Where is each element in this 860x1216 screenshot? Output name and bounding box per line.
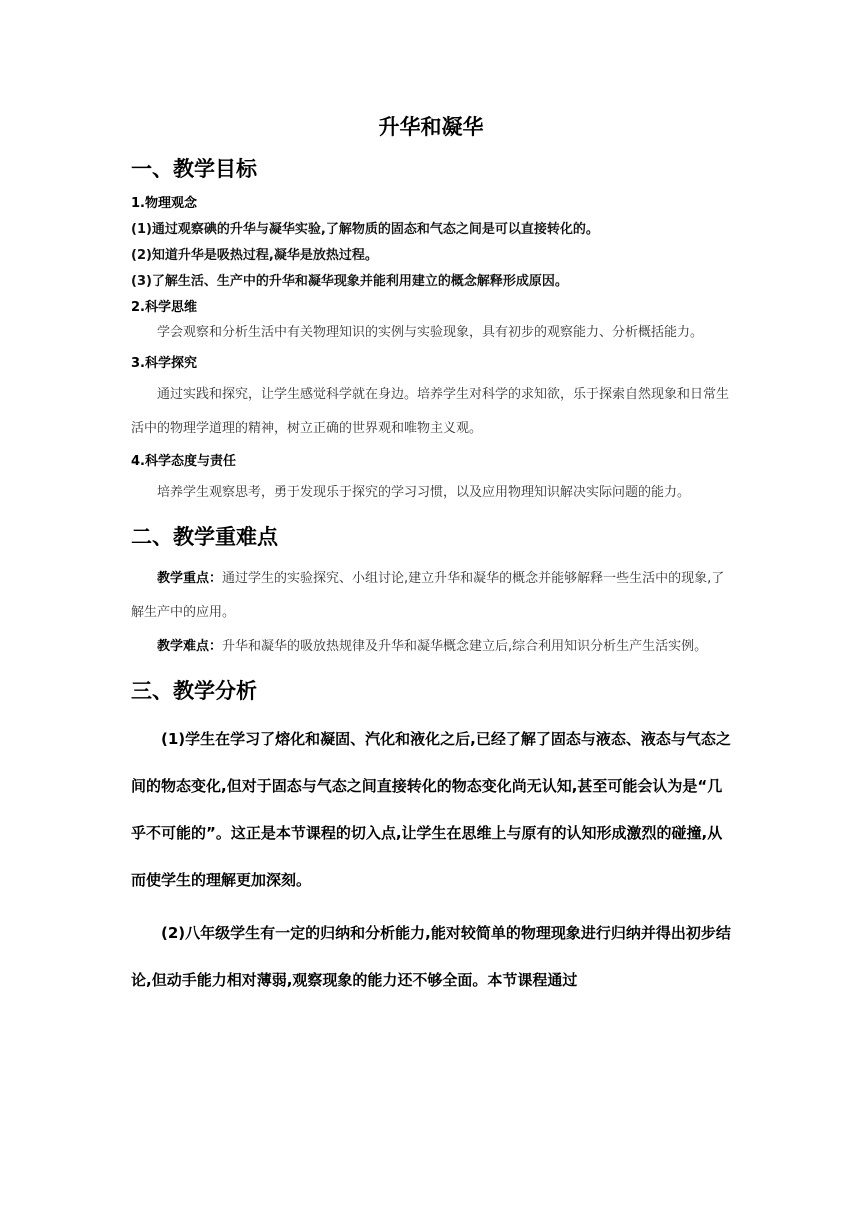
key-point-text: 通过学生的实验探究、小组讨论,建立升华和凝华的概念并能够解释一些生活中的现象,了解生产中的应用。 [131,571,725,620]
document-content [131,112,731,1010]
key-point-label: 教学重点： [157,571,223,586]
subheading-scientific-inquiry: 3.科学探究 [131,356,197,371]
paragraph-key-point [131,562,731,630]
subheading-scientific-thinking: 2.科学思维 [131,300,197,315]
document-title: 升华和凝华 [378,115,484,139]
subheading-physics-concept: 1.物理观念 [131,196,197,211]
difficulty-text: 升华和凝华的吸放热规律及升华和凝华概念建立后,综合利用知识分析生产生活实例。 [222,639,708,654]
goal-item-1: (1)通过观察碘的升华与凝华实验,了解物质的固态和气态之间是可以直接转化的。 [131,222,599,237]
section-heading-key-points [131,520,731,554]
section-heading-analysis: 三、教学分析 [131,679,257,703]
section-heading-key-points-text: 二、教学重难点 [131,525,278,549]
subheading-attitude-responsibility: 4.科学态度与责任 [131,454,236,469]
difficulty-label: 教学难点： [157,639,223,654]
paragraph-scientific-inquiry: 通过实践和探究，让学生感觉科学就在身边。培养学生对科学的求知欲，乐于探索自然现象和日常生活中的物理学道理的精神，树立正确的世界观和唯物主义观。 [131,387,730,436]
paragraph-attitude-responsibility: 培养学生观察思考，勇于发现乐于探究的学习习惯，以及应用物理知识解决实际问题的能力。 [157,485,691,500]
analysis-paragraph-2: (2)八年级学生有一定的归纳和分析能力,能对较简单的物理现象进行归纳并得出初步结论,但动手能力相对薄弱,观察现象的能力还不够全面。本节课程通过 [131,924,731,989]
goal-item-3: (3)了解生活、生产中的升华和凝华现象并能利用建立的概念解释形成原因。 [131,274,568,289]
section-heading-goals: 一、教学目标 [131,157,257,181]
paragraph-difficulty [131,630,731,664]
analysis-paragraph-1: (1)学生在学习了熔化和凝固、汽化和液化之后,已经了解了固态与液态、液态与气态之间的物态变化,但对于固态与气态之间直接转化的物态变化尚无认知,甚至可能会认为是“几乎不可能的”。这正是本节课程的切入点,让学生在思维上与原有的认知形成激烈的碰撞,从而使学生的理解更加深刻。 [131,730,731,889]
paragraph-scientific-thinking: 学会观察和分析生活中有关物理知识的实例与实验现象，具有初步的观察能力、分析概括能力。 [157,325,704,340]
goal-item-2: (2)知道升华是吸热过程,凝华是放热过程。 [131,248,378,263]
